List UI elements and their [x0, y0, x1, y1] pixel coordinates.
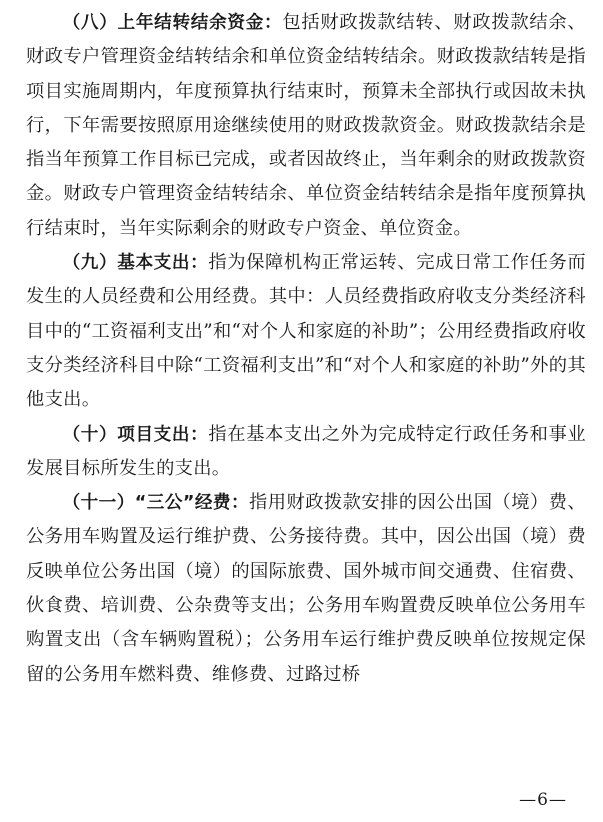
paragraph-text: 指在基本支出之外为完成特定行政任务和事业发展目标所发生的支出。 — [26, 423, 587, 479]
paragraph-heading: （九）基本支出： — [62, 253, 209, 274]
document-body — [26, 6, 586, 692]
paragraph-three-public-expenses — [26, 486, 586, 692]
paragraph-text: 指为保障机构正常运转、完成日常工作任务而发生的人员经费和公用经费。其中：人员经费指政府收支分类经济科目中的“工资福利支出”和“对个人和家庭的补助”；公用经费指政府收支分类经济科目中除“工资福利支出”和“对个人和家庭的补助”外的其他支出。 — [26, 252, 587, 411]
paragraph-carryover-funds — [26, 6, 586, 246]
paragraph-project-expenditure — [26, 418, 586, 487]
paragraph-text: 包括财政拨款结转、财政拨款结余、财政专户管理资金结转结余和单位资金结转结余。财政拨款结转是指项目实施周期内，年度预算执行结束时，预算未全部执行或因故未执行，下年需要按照原用途继续使用的财政拨款资金。财政拨款结余是指当年预算工作目标已完成，或者因故终止，当年剩余的财政拨款资金。财政专户管理资金结转结余、单位资金结转结余是指年度预算执行结束时，当年实际剩余的财政专户资金、单位资金。 — [26, 12, 586, 239]
paragraph-text: 指用财政拨款安排的因公出国（境）费、公务用车购置及运行维护费、公务接待费。其中，因公出国（境）费反映单位公务出国（境）的国际旅费、国外城市间交通费、住宿费、伙食费、培训费、公杂费等支出；公务用车购置费反映单位公务用车购置支出（含车辆购置税）；公务用车运行维护费反映单位按规定保留的公务用车燃料费、维修费、过路过桥 — [26, 492, 586, 685]
page-number: —6— — [519, 790, 567, 810]
paragraph-basic-expenditure — [26, 246, 586, 417]
paragraph-heading: （八）上年结转结余资金： — [62, 13, 283, 33]
paragraph-heading: （十）项目支出： — [62, 424, 209, 445]
paragraph-heading: （十一）“三公”经费： — [62, 493, 249, 514]
